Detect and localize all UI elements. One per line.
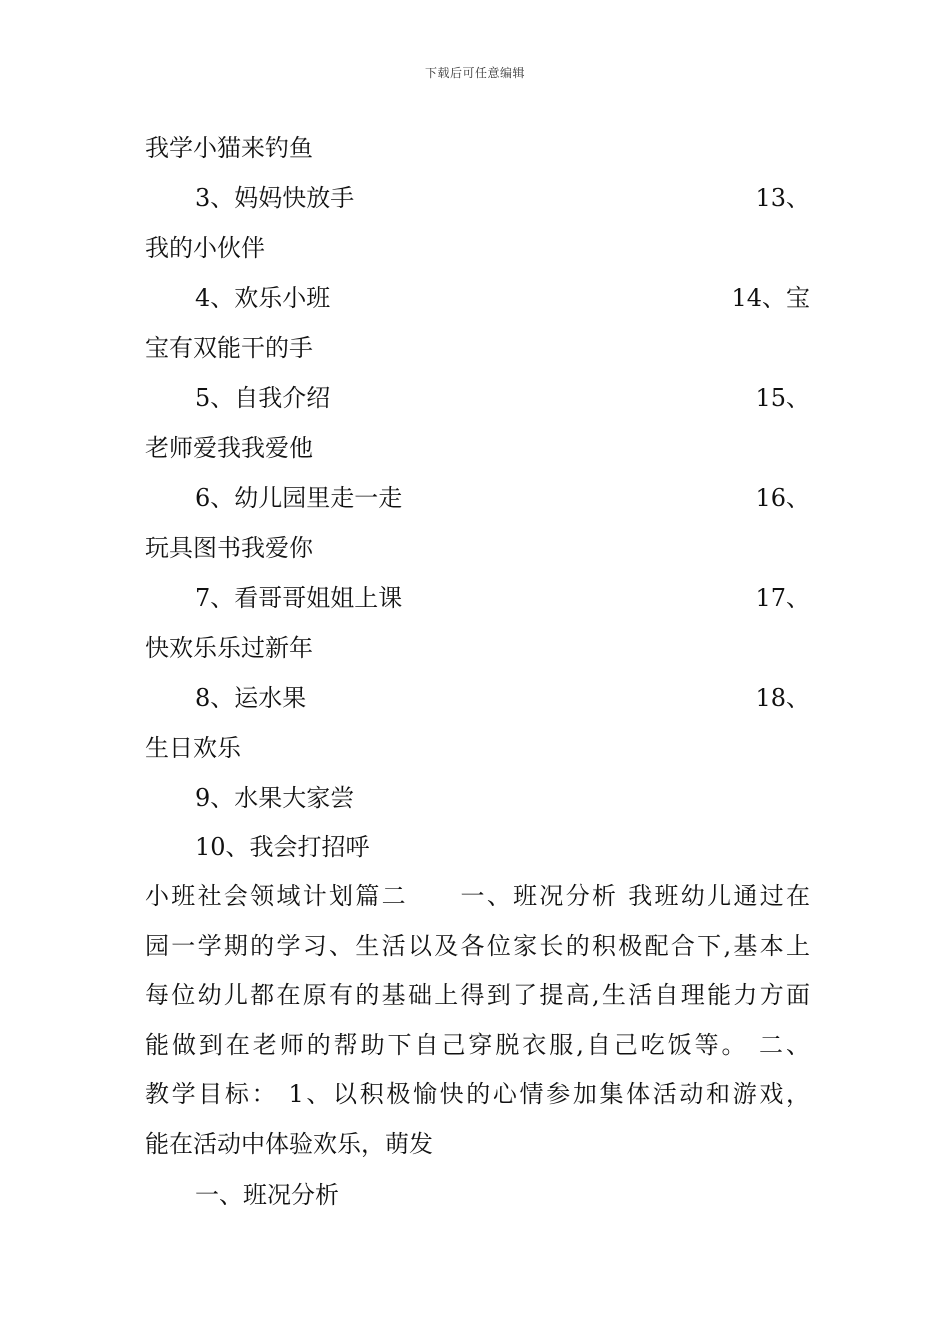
body-paragraph: [145, 878, 810, 1176]
list-item: 10、我会打招呼: [195, 833, 370, 861]
list-item: 7、看哥哥姐姐上课 17、: [195, 580, 810, 616]
text-line: 生日欢乐: [145, 734, 241, 762]
list-item: 3、妈妈快放手 13、: [195, 180, 810, 216]
list-item: 5、自我介绍 15、: [195, 380, 810, 416]
text-line: 老师爱我我爱他: [145, 434, 313, 462]
page-header: 下载后可任意编辑: [424, 66, 525, 80]
paragraph-line: 教学目标： 1、以积极愉快的心情参加集体活动和游戏，: [145, 1080, 810, 1109]
paragraph-line: 能在活动中体验欢乐，萌发: [145, 1129, 433, 1158]
list-item: 4、欢乐小班 14、宝: [195, 280, 810, 316]
text-line: 宝有双能干的手: [145, 334, 313, 362]
list-item-number: 13、: [755, 184, 810, 212]
list-item-number: 18、: [755, 684, 810, 712]
list-item: 6、幼儿园里走一走 16、: [195, 480, 810, 516]
paragraph-line: 能做到在老师的帮助下自己穿脱衣服,自己吃饭等。 二、: [145, 1030, 810, 1059]
list-item: 9、水果大家尝: [195, 784, 355, 812]
text-line: 我学小猫来钓鱼: [145, 134, 313, 162]
section-heading: 一、班况分析: [195, 1181, 339, 1209]
list-item: 8、运水果 18、: [195, 680, 810, 716]
paragraph-line: 每位幼儿都在原有的基础上得到了提高,生活自理能力方面: [145, 981, 810, 1010]
list-item-number: 15、: [755, 384, 810, 412]
text-line: 快欢乐乐过新年: [145, 634, 313, 662]
list-item-number: 17、: [755, 584, 810, 612]
text-line: 我的小伙伴: [145, 234, 265, 262]
paragraph-line: 小班社会领域计划篇二 一、班况分析 我班幼儿通过在: [145, 882, 810, 910]
paragraph-line: 园一学期的学习、生活以及各位家长的积极配合下,基本上: [145, 931, 810, 960]
list-item-number: 14、宝: [731, 284, 810, 312]
list-item-number: 16、: [755, 484, 810, 512]
text-line: 玩具图书我爱你: [145, 534, 313, 562]
